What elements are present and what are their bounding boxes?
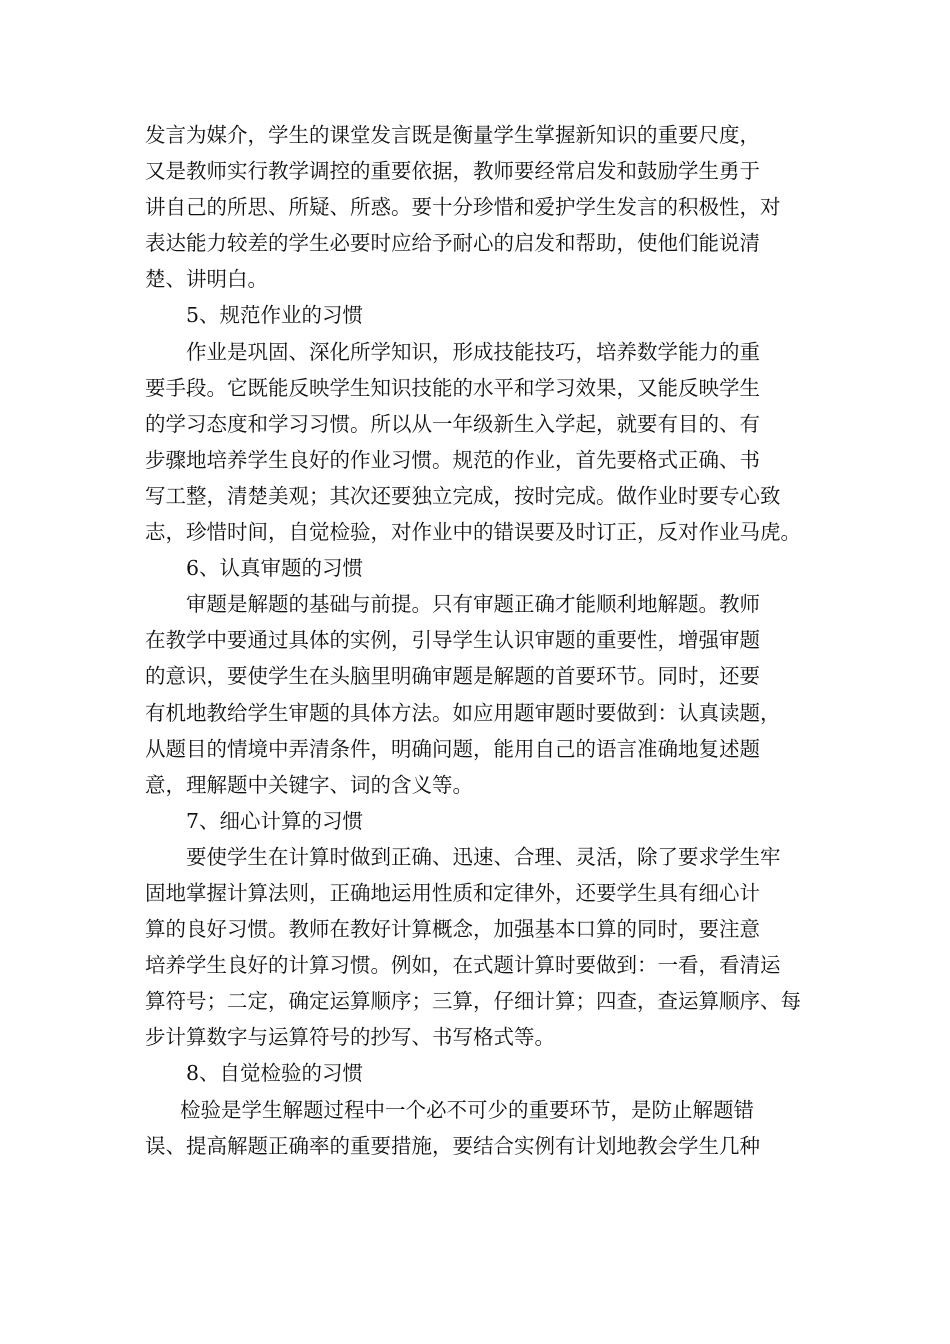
section-heading: 7、细心计算的习惯 (186, 808, 364, 833)
text-line: 要使学生在计算时做到正确、迅速、合理、灵活，除了要求学生牢 (186, 844, 781, 869)
text-line: 算的良好习惯。教师在教好计算概念，加强基本口算的同时，要注意 (145, 917, 760, 942)
text-line: 步骤地培养学生良好的作业习惯。规范的作业，首先要格式正确、书 (145, 447, 760, 472)
text-line: 固地掌握计算法则，正确地运用性质和定律外，还要学生具有细心计 (145, 880, 760, 905)
text-line: 讲自己的所思、所疑、所惑。要十分珍惜和爱护学生发言的积极性，对 (145, 195, 781, 220)
text-line: 的意识，要使学生在头脑里明确审题是解题的首要环节。同时，还要 (145, 664, 760, 689)
document-body (145, 117, 810, 1164)
section-heading: 8、自觉检验的习惯 (186, 1061, 364, 1086)
text-line: 表达能力较差的学生必要时应给予耐心的启发和帮助，使他们能说清 (145, 231, 760, 256)
text-line: 意，理解题中关键字、词的含义等。 (145, 772, 473, 797)
text-line: 的学习态度和学习习惯。所以从一年级新生入学起，就要有目的、有 (145, 411, 760, 436)
text-line: 要手段。它既能反映学生知识技能的水平和学习效果，又能反映学生 (145, 375, 760, 400)
text-line: 发言为媒介，学生的课堂发言既是衡量学生掌握新知识的重要尺度， (145, 123, 760, 147)
text-line: 培养学生良好的计算习惯。例如，在式题计算时要做到：一看，看清运 (145, 953, 781, 978)
text-line: 算符号；二定，确定运算顺序；三算，仔细计算；四查，查运算顺序、每 (145, 989, 801, 1014)
text-line: 楚、讲明白。 (145, 267, 268, 292)
text-line: 作业是巩固、深化所学知识，形成技能技巧，培养数学能力的重 (186, 339, 760, 364)
text-line: 误、提高解题正确率的重要措施，要结合实例有计划地教会学生几种 (145, 1133, 760, 1158)
text-line: 审题是解题的基础与前提。只有审题正确才能顺利地解题。教师 (186, 592, 760, 617)
text-line: 写工整，清楚美观；其次还要独立完成，按时完成。做作业时要专心致 (145, 483, 781, 508)
text-line: 有机地教给学生审题的具体方法。如应用题审题时要做到：认真读题， (145, 700, 781, 725)
text-line: 从题目的情境中弄清条件，明确问题，能用自己的语言准确地复述题 (145, 736, 760, 761)
section-heading: 6、认真审题的习惯 (186, 556, 364, 581)
text-line: 检验是学生解题过程中一个必不可少的重要环节，是防止解题错 (180, 1097, 754, 1122)
text-line: 步计算数字与运算符号的抄写、书写格式等。 (145, 1025, 555, 1050)
text-line: 又是教师实行教学调控的重要依据，教师要经常启发和鼓励学生勇于 (145, 159, 760, 184)
section-heading: 5、规范作业的习惯 (186, 303, 364, 328)
text-line: 志，珍惜时间，自觉检验，对作业中的错误要及时订正，反对作业马虎。 (145, 520, 801, 545)
text-line: 在教学中要通过具体的实例，引导学生认识审题的重要性，增强审题 (145, 628, 760, 653)
